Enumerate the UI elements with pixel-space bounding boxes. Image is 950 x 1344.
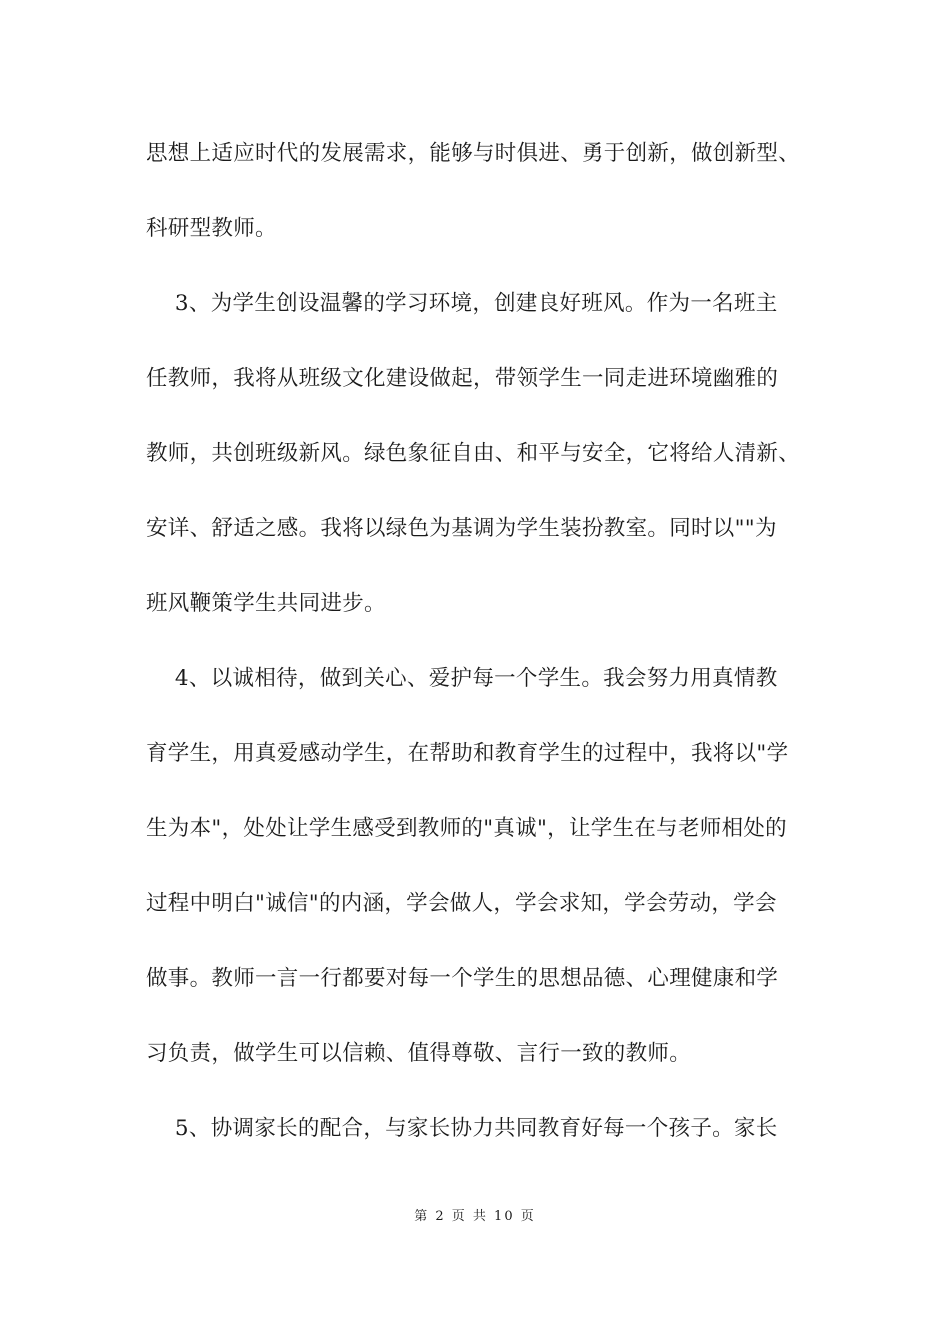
page-number-footer: 第 2 页 共 10 页	[414, 1209, 536, 1224]
text-line: 科研型教师。	[146, 216, 277, 241]
text-line: 5、协调家长的配合，与家长协力共同教育好每一个孩子。家长	[146, 1116, 778, 1141]
text-line: 生为本"，处处让学生感受到教师的"真诚"，让学生在与老师相处的	[146, 816, 787, 841]
text-line: 班风鞭策学生共同进步。	[146, 591, 386, 616]
text-line: 安详、舒适之感。我将以绿色为基调为学生装扮教室。同时以""为	[146, 516, 777, 541]
text-line: 思想上适应时代的发展需求，能够与时俱进、勇于创新，做创新型、	[146, 141, 801, 166]
text-line: 教师，共创班级新风。绿色象征自由、和平与安全，它将给人清新、	[146, 441, 801, 466]
text-line: 习负责，做学生可以信赖、值得尊敬、言行一致的教师。	[146, 1041, 692, 1066]
text-line: 育学生，用真爱感动学生，在帮助和教育学生的过程中，我将以"学	[146, 741, 789, 766]
text-line: 做事。教师一言一行都要对每一个学生的思想品德、心理健康和学	[146, 966, 779, 991]
text-line: 3、为学生创设温馨的学习环境，创建良好班风。作为一名班主	[146, 291, 778, 316]
text-line: 4、以诚相待，做到关心、爱护每一个学生。我会努力用真情教	[146, 666, 778, 691]
text-line: 过程中明白"诚信"的内涵，学会做人，学会求知，学会劳动，学会	[146, 891, 777, 916]
text-line: 任教师，我将从班级文化建设做起，带领学生一同走进环境幽雅的	[146, 366, 779, 391]
